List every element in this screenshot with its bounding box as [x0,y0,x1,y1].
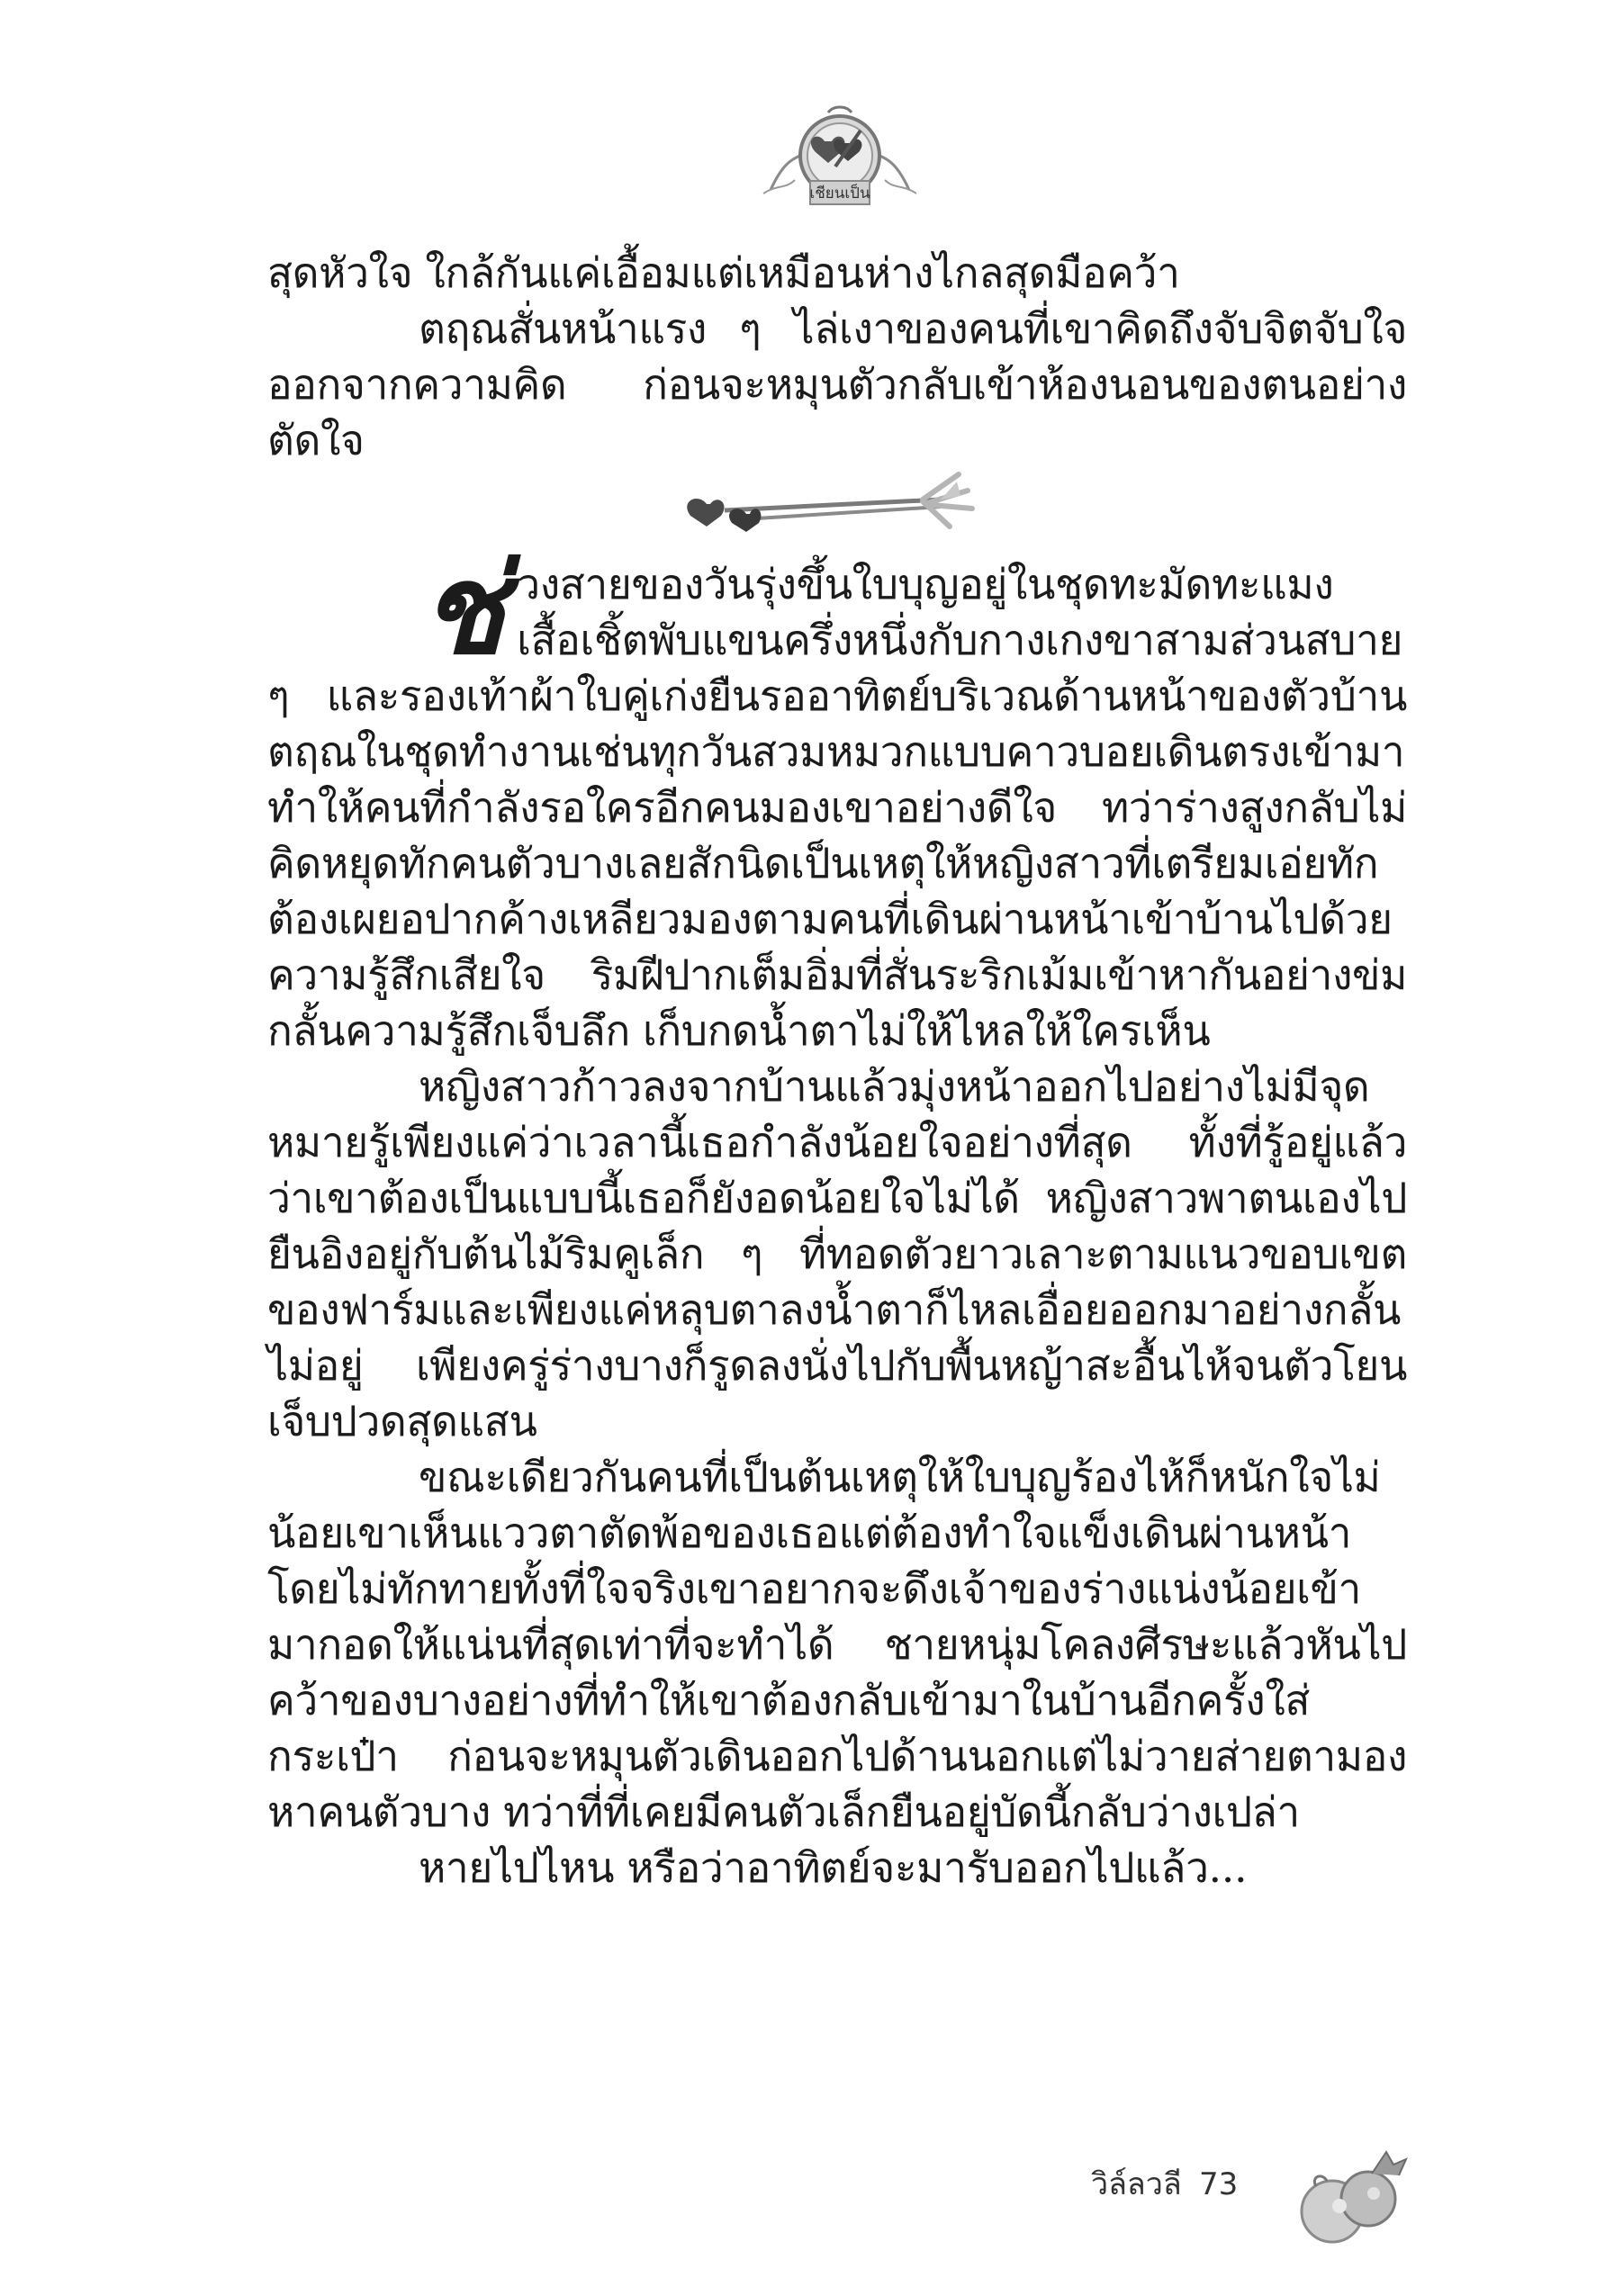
page-number: 73 [1199,2166,1239,2202]
heart-emblem-icon [754,104,925,221]
rose-stems-divider-icon [671,464,981,563]
paragraph: ขณะเดียวกันคนที่เป็นต้นเหตุให้ใบบุญร้องไห้ก็หนักใจไม่น้อยเขาเห็นแววตาตัดพ้อของเธอแต่ต้องทำใจแข็งเดินผ่านหน้าโดยไม่ทักทายทั้งที่ใจจริงเขาอยากจะดึงเจ้าของร่างแน่งน้อยเข้ามากอดให้แน่นที่สุดเท่าที่จะทำได้ ชายหนุ่มโคลงศีรษะแล้วหันไปคว้าของบางอย่างที่ทำให้เขาต้องกลับเข้ามาในบ้านอีกครั้งใส่กระเป๋า ก่อนจะหมุนตัวเดินออกไปด้านนอกแต่ไม่วายส่ายตามองหาคนตัวบาง ทว่าที่ที่เคยมีคนตัวเล็กยืนอยู่บัดนี้กลับว่างเปล่า [267,1453,1407,1836]
first-paragraph [267,536,1407,1058]
page-footer [0,2147,1605,2255]
paragraph: หายไปไหน หรือว่าอาทิตย์จะมารับออกไปแล้ว... [419,1843,1248,1892]
dropcap: ช่ [420,536,505,682]
top-text-block [267,245,1407,468]
footer-author: วิล์ลวลี [1091,2166,1182,2202]
paragraph: หญิงสาวก้าวลงจากบ้านแล้วมุ่งหน้าออกไปอย่างไม่มีจุดหมายรู้เพียงแค่ว่าเวลานี้เธอกำลังน้อยใจอย่างที่สุด ทั้งที่รู้อยู่แล้วว่าเขาต้องเป็นแบบนี้เธอก็ยังอดน้อยใจไม่ได้ หญิงสาวพาตนเองไปยืนอิงอยู่กับต้นไม้ริมคูเล็ก ๆ ที่ทอดตัวยาวเลาะตามแนวขอบเขตของฟาร์มและเพียงแค่หลุบตาลงน้ำตาก็ไหลเอื่อยออกมาอย่างกลั้นไม่อยู่ เพียงครู่ร่างบางก็รูดลงนั่งไปกับพื้นหญ้าสะอื้นไห้จนตัวโยนเจ็บปวดสุดแสน [267,1062,1407,1445]
fruit-ornament-icon [1285,2147,1411,2250]
paragraph: ตฤณสั่นหน้าแรง ๆ ไล่เงาของคนที่เขาคิดถึงจับจิตจับใจออกจากความคิด ก่อนจะหมุนตัวกลับเข้าห้องนอนของตนอย่างตัดใจ [267,304,1407,464]
emblem-text: เชียนเป็น [809,185,870,203]
paragraph: สุดหัวใจ ใกล้กันแค่เอื้อมแต่เหมือนห่างไกลสุดมือคว้า [267,248,1180,297]
first-paragraph-text: วงสายของวันรุ่งขึ้นใบบุญอยู่ในชุดทะมัดทะแมง เสื้อเชิ้ตพับแขนครึ่งหนึ่งกับกางเกงขาสามส่วนสบาย ๆ และรองเท้าผ้าใบคู่เก่งยืนรออาทิตย์บริเวณด้านหน้าของตัวบ้าน ตฤณในชุดทำงานเช่นทุกวันสวมหมวกแบบคาวบอยเดินตรงเข้ามา ทำให้คนที่กำลังรอใครอีกคนมองเขาอย่างดีใจ ทว่าร่างสูงกลับไม่คิดหยุดทักคนตัวบางเลยสักนิดเป็นเหตุให้หญิงสาวที่เตรียมเอ่ยทักต้องเผยอปากค้างเหลียวมองตามคนที่เดินผ่านหน้าเข้าบ้านไปด้วยความรู้สึกเสียใจ ริมฝีปากเต็มอิ่มที่สั่นระริกเม้มเข้าหากันอย่างข่มกลั้นความรู้สึกเจ็บลึก เก็บกดน้ำตาไม่ให้ไหลให้ใครเห็น [267,560,1407,1055]
section-text-block [267,536,1407,1895]
